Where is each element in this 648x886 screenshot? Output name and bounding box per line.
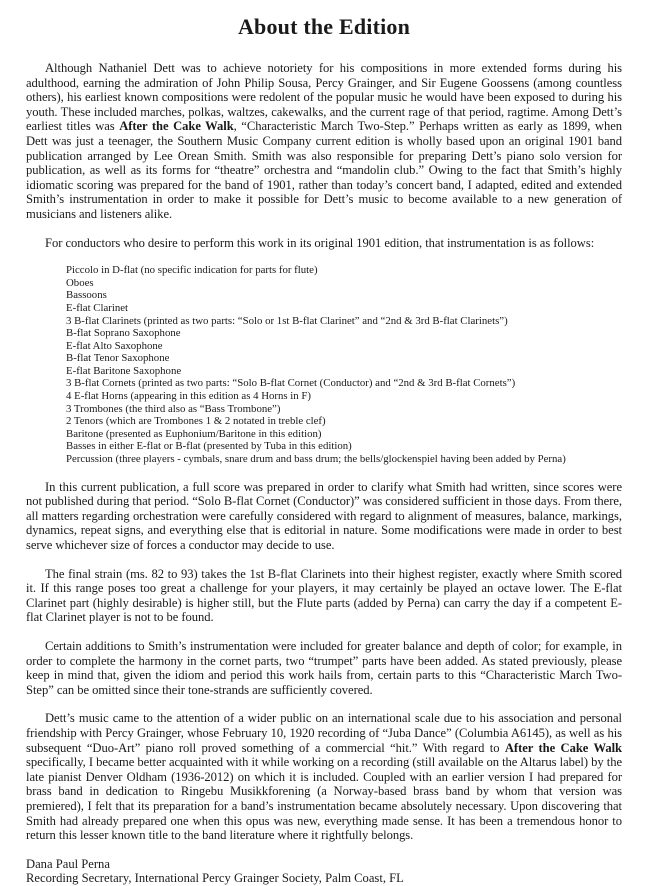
instrument-item: Oboes: [66, 276, 94, 289]
intro-paragraphs: [26, 61, 622, 250]
paragraph-text: Certain additions to Smith’s instrumentation were included for greater balance and depth of color; for example, in order to complete the harmony in the cornet parts, two “trumpet” parts have been added. As stated previously, please keep in mind that, given the idiom and period this work hails from, certain parts to this “Characteristic March Two-Step” can be omitted since their tone-strands are sufficiently covered.: [26, 638, 622, 697]
instrument-item: Percussion (three players - cymbals, snare drum and bass drum; the bells/glockenspiel having been added by Perna): [66, 453, 566, 466]
signature-block: [26, 857, 622, 886]
paragraph: [26, 639, 622, 697]
document-page: [26, 0, 622, 886]
signature-affiliation: Recording Secretary, International Percy Grainger Society, Palm Coast, FL: [26, 871, 404, 886]
paragraph: [26, 236, 622, 251]
title-emphasis: After the Cake Walk: [119, 119, 234, 134]
instrument-item: E-flat Clarinet: [66, 301, 129, 314]
instrument-item: 3 B-flat Cornets (printed as two parts: “Solo B-flat Cornet (Conductor) and “2nd & 3rd B-flat Cornets”): [66, 377, 516, 390]
title-emphasis: After the Cake Walk: [504, 740, 622, 755]
paragraph-text: The final strain (ms. 82 to 93) takes the 1st B-flat Clarinets into their highest register, exactly where Smith scored it. If this range poses too great a challenge for your players, it may certainly be played an octave lower. The E-flat Clarinet part (highly desirable) is higher still, but the Flute parts (added by Perna) can carry the day if a competent E-flat Clarinet player is not to be found.: [26, 566, 622, 625]
instrument-item: 3 B-flat Clarinets (printed as two parts: “Solo or 1st B-flat Clarinet” and “2nd & 3rd B-flat Clarinets”): [66, 314, 508, 327]
paragraph-text: specifically, I became better acquainted with it while working on a recording (still available on the Altarus label) by the late pianist Denver Oldham (1936-2012) on which it is included. Coupled with an earlier version I had prepared for brass band in dedication to Ringebu Musikkforening (a Norway-based brass band by whom that version was premiered), I felt that its preparation for a band’s instrumentation became absolutely necessary. Upon discovering that Smith had already prepared one when this opus was new, everything made sense. It has been a tremendous honor to return this lesser known title to the band literature where it rightfully belongs.: [26, 755, 622, 843]
instrument-item: Basses in either E-flat or B-flat (presented by Tuba in this edition): [66, 440, 352, 453]
instrument-item: B-flat Tenor Saxophone: [66, 352, 170, 365]
instrument-item: Bassoons: [66, 289, 107, 302]
paragraph: [26, 61, 622, 222]
instrument-item: E-flat Baritone Saxophone: [66, 364, 182, 377]
page-title: About the Edition: [237, 14, 411, 39]
paragraph-text: For conductors who desire to perform this work in its original 1901 edition, that instrumentation is as follows:: [45, 235, 595, 250]
paragraph: [26, 567, 622, 625]
instrument-item: B-flat Soprano Saxophone: [66, 327, 181, 340]
instrument-item: E-flat Alto Saxophone: [66, 339, 163, 352]
paragraph-text: In this current publication, a full score was prepared in order to clarify what Smith had written, since scores were not published during that period. “Solo B-flat Cornet (Conductor)” was considered sufficient in those days. From there, all matters regarding orchestration were carefully considered with regard to alignment of measures, balance, markings, dynamics, repeat signs, and everything else that is editorial in nature. Some modifications were made in order to best serve whichever size of forces a conductor may decide to use.: [26, 479, 622, 552]
instrument-item: 4 E-flat Horns (appearing in this edition as 4 Horns in F): [66, 390, 311, 403]
instrument-item: 2 Tenors (which are Trombones 1 & 2 notated in treble clef): [66, 415, 326, 428]
paragraph: [26, 711, 622, 842]
body-paragraphs: [26, 480, 622, 843]
signature-name: Dana Paul Perna: [26, 856, 110, 871]
paragraph-text: , “Characteristic March Two-Step.” Perhaps written as early as 1899, when Dett was just a teenager, the Southern Music Company current edition is wholly based upon an original 1901 band publication arranged by Lee Orean Smith. Smith was also responsible for preparing Dett’s piano solo version for publication, as well as its forms for “theatre” orchestra and “mandolin club.” Owing to the fact that Smith’s highly idiomatic scoring was prepared for the band of 1901, rather than today’s concert band, I adapted, edited and extended Smith’s instrumentation in order to make it possible for Dett’s music to become available to a new generation of musicians and listeners alike.: [26, 119, 622, 221]
paragraph: [26, 480, 622, 553]
paragraph-text: Dett’s music came to the attention of a wider public on an international scale due to his association and personal friendship with Percy Grainger, whose February 10, 1920 recording of “Juba Dance” (Columbia A6145), as well as his subsequent “Duo-Art” piano roll proved something of a commercial “hit.” With regard to: [26, 711, 622, 755]
paragraph-text: Although Nathaniel Dett was to achieve notoriety for his compositions in more extended forms during his adulthood, earning the admiration of John Philip Sousa, Percy Grainger, and Sir Eugene Goossens (among countless others), his earliest known compositions were redolent of the popular music he would have been exposed to during his youth. These included marches, polkas, waltzes, cakewalks, and the current rage of that period, ragtime. Among Dett’s earliest titles was: [26, 61, 622, 134]
instrument-item: 3 Trombones (the third also as “Bass Trombone”): [66, 402, 281, 415]
instrumentation-list: [66, 264, 622, 466]
instrument-item: Piccolo in D-flat (no specific indication for parts for flute): [66, 264, 318, 277]
instrument-item: Baritone (presented as Euphonium/Baritone in this edition): [66, 427, 322, 440]
